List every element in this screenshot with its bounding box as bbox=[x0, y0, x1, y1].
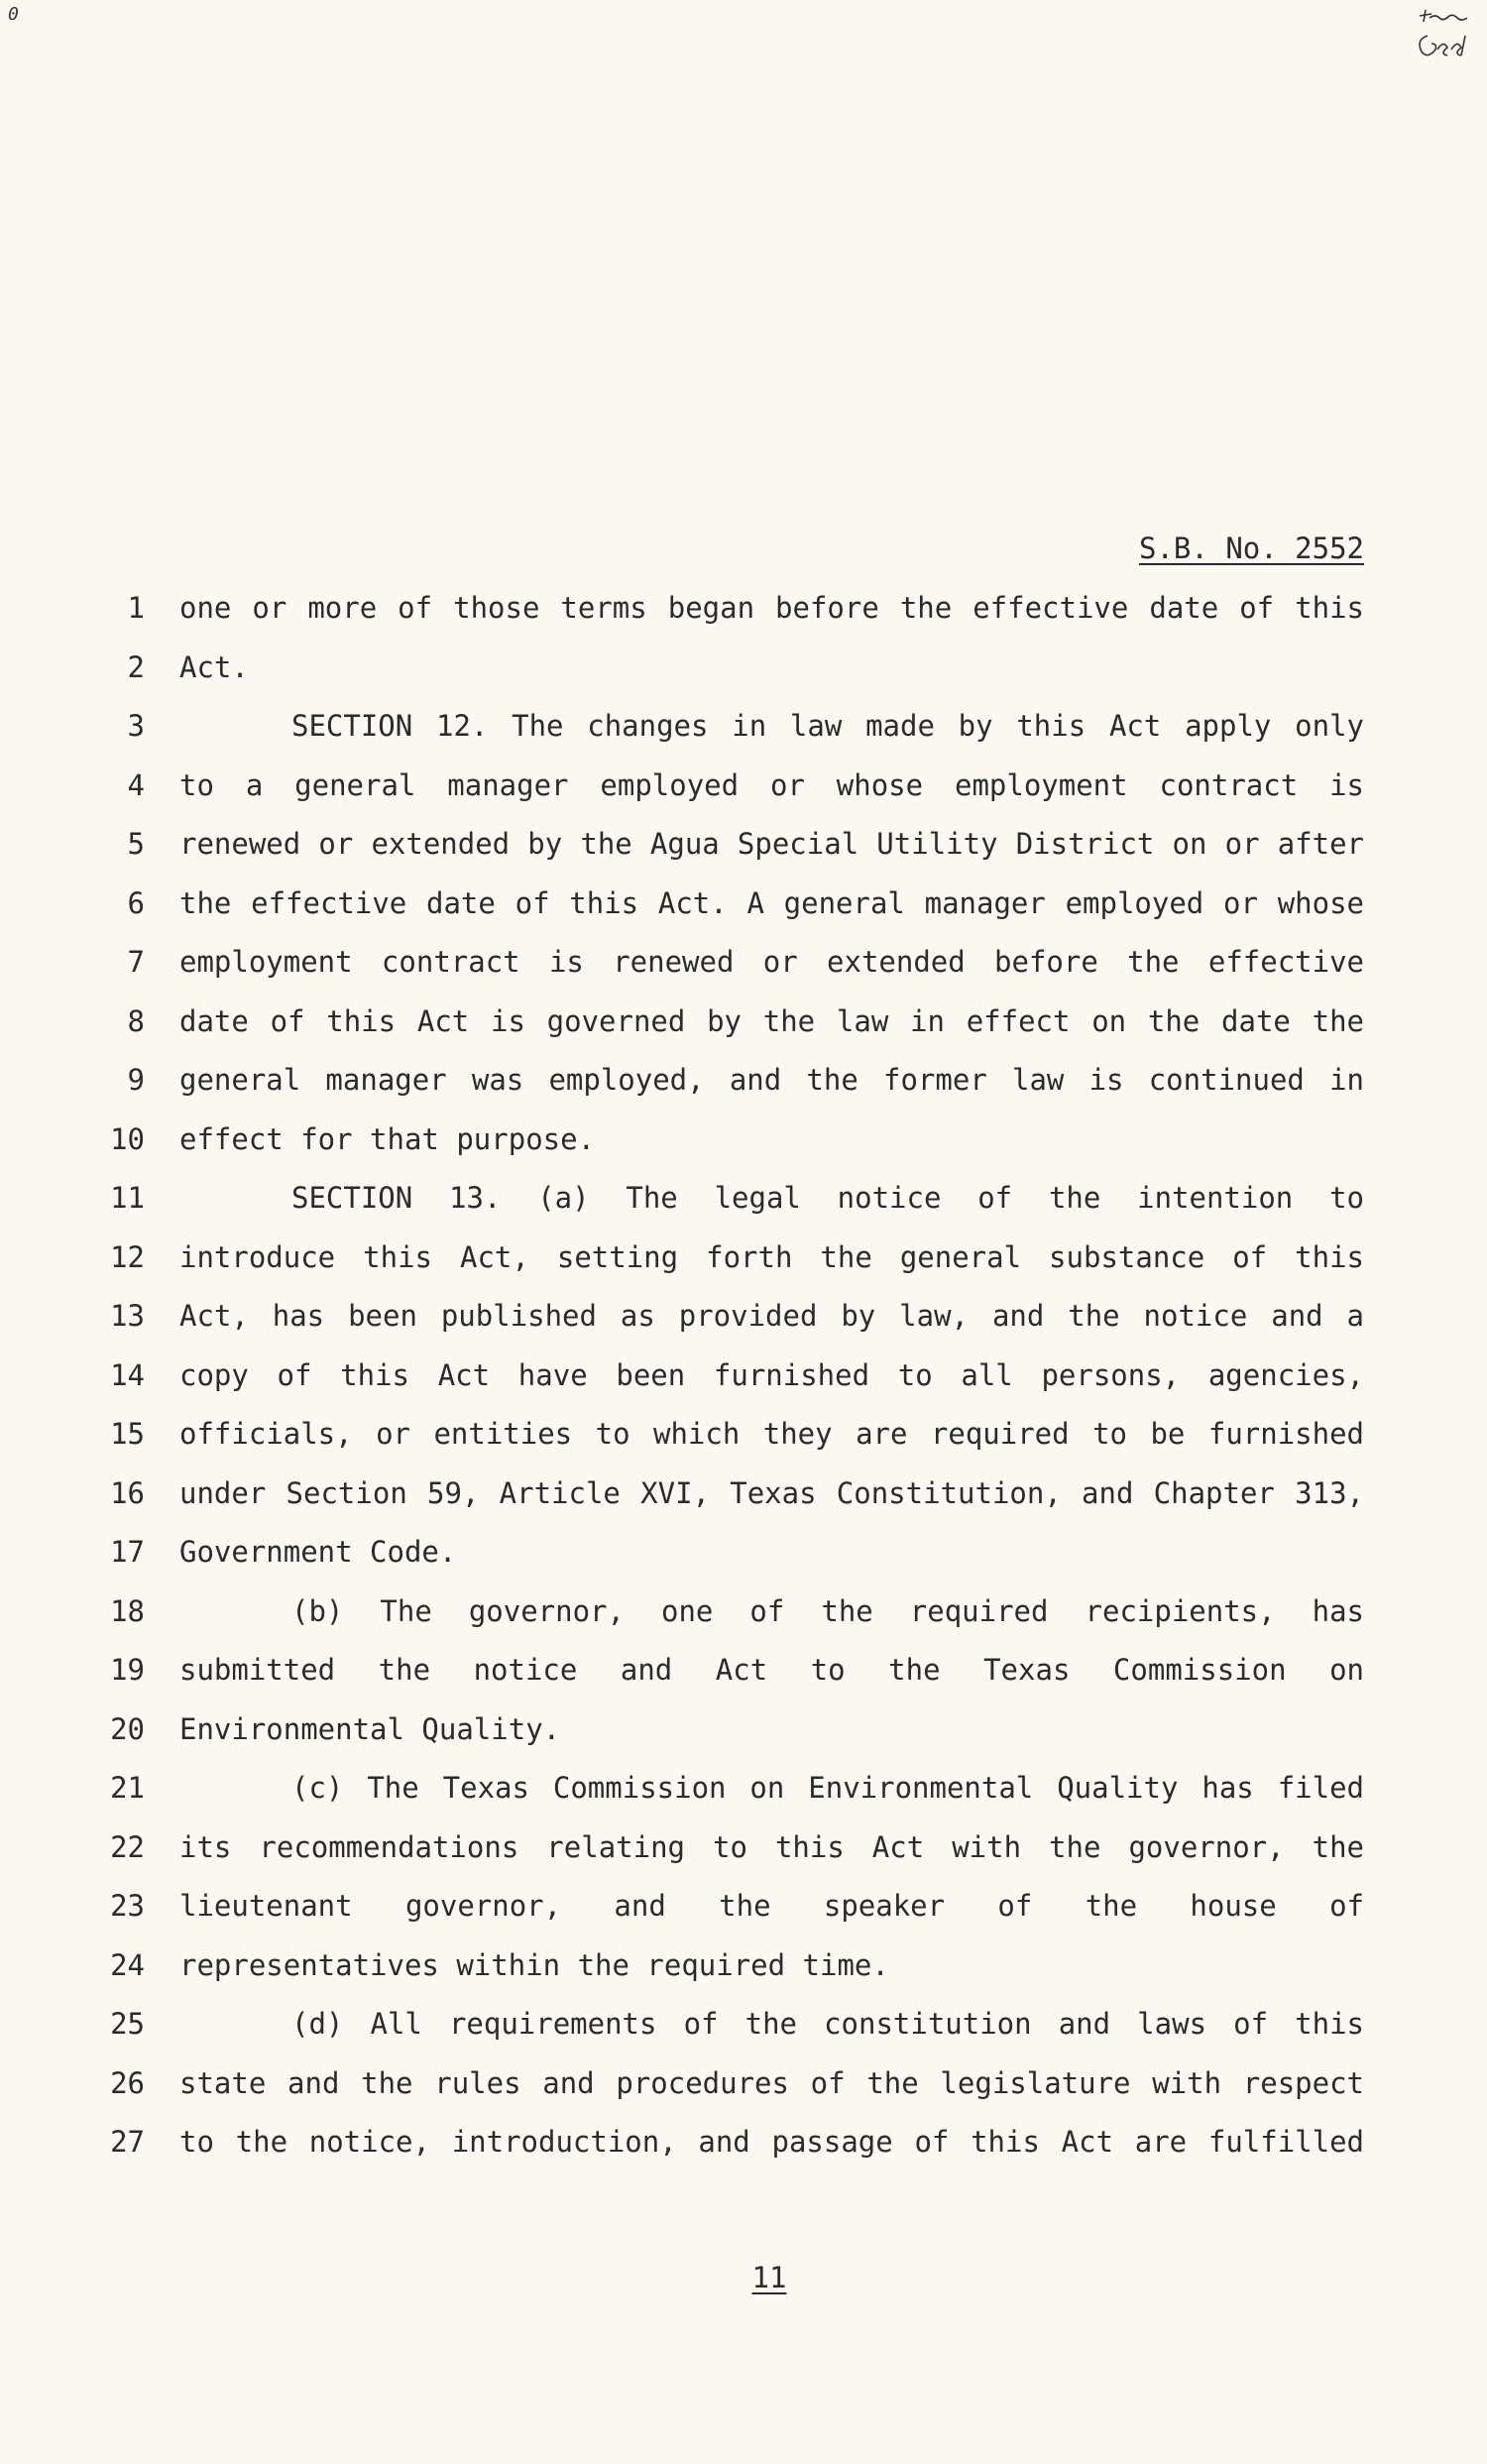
line-text: (b) The governor, one of the required recipients, has bbox=[291, 1593, 1364, 1628]
line-number: 19 bbox=[110, 1653, 145, 1687]
document-line bbox=[0, 1405, 1487, 1465]
document-line bbox=[0, 1111, 1487, 1170]
document-line bbox=[0, 1819, 1487, 1878]
line-text: SECTION 12. The changes in law made by this Act apply only bbox=[291, 709, 1364, 743]
document-line bbox=[0, 1701, 1487, 1760]
line-number: 25 bbox=[110, 2007, 145, 2041]
document-line bbox=[0, 815, 1487, 875]
line-number: 7 bbox=[127, 945, 145, 979]
line-number: 17 bbox=[110, 1535, 145, 1569]
line-text: its recommendations relating to this Act with the governor, the bbox=[179, 1829, 1364, 1864]
line-number: 15 bbox=[110, 1417, 145, 1451]
document-line bbox=[0, 1641, 1487, 1701]
line-text: representatives within the required time. bbox=[179, 1947, 889, 1982]
line-number: 18 bbox=[110, 1593, 145, 1628]
document-line bbox=[0, 1229, 1487, 1288]
line-number: 6 bbox=[127, 885, 145, 920]
line-text: copy of this Act have been furnished to all persons, agencies, bbox=[179, 1357, 1364, 1392]
document-line bbox=[0, 875, 1487, 934]
document-body bbox=[0, 579, 1487, 2172]
line-number: 26 bbox=[110, 2065, 145, 2100]
document-line bbox=[0, 1465, 1487, 1524]
line-text: submitted the notice and Act to the Texas Commission on bbox=[179, 1653, 1364, 1687]
line-text: SECTION 13. (a) The legal notice of the intention to bbox=[291, 1181, 1364, 1215]
line-text: employment contract is renewed or extended before the effective bbox=[179, 945, 1364, 979]
page-number: 11 bbox=[751, 2261, 787, 2294]
line-number: 1 bbox=[127, 591, 145, 625]
document-line bbox=[0, 993, 1487, 1052]
line-text: Act, has been published as provided by law, and the notice and a bbox=[179, 1299, 1364, 1333]
line-number: 16 bbox=[110, 1475, 145, 1510]
document-line bbox=[0, 697, 1487, 757]
handwritten-initials-icon bbox=[1410, 6, 1479, 75]
document-line bbox=[0, 933, 1487, 993]
line-number: 5 bbox=[127, 827, 145, 861]
line-number: 2 bbox=[127, 649, 145, 684]
line-text: date of this Act is governed by the law in effect on the date the bbox=[179, 1003, 1364, 1038]
line-text: the effective date of this Act. A general manager employed or whose bbox=[179, 885, 1364, 920]
line-text: Government Code. bbox=[179, 1535, 457, 1569]
line-text: (c) The Texas Commission on Environmental Quality has filed bbox=[291, 1771, 1364, 1805]
document-line bbox=[0, 1169, 1487, 1229]
line-text: to the notice, introduction, and passage of this Act are fulfilled bbox=[179, 2125, 1364, 2159]
document-line bbox=[0, 757, 1487, 816]
line-number: 11 bbox=[110, 1181, 145, 1215]
line-text: state and the rules and procedures of the legislature with respect bbox=[179, 2065, 1364, 2100]
line-text: to a general manager employed or whose employment contract is bbox=[179, 767, 1364, 802]
document-line bbox=[0, 1051, 1487, 1111]
bill-number: S.B. No. 2552 bbox=[1139, 531, 1364, 565]
line-number: 10 bbox=[110, 1121, 145, 1156]
line-text: Act. bbox=[179, 649, 249, 684]
line-text: effect for that purpose. bbox=[179, 1121, 596, 1156]
line-number: 27 bbox=[110, 2125, 145, 2159]
line-text: Environmental Quality. bbox=[179, 1711, 561, 1746]
line-text: renewed or extended by the Agua Special Utility District on or after bbox=[179, 827, 1364, 861]
line-number: 23 bbox=[110, 1889, 145, 1923]
line-number: 14 bbox=[110, 1357, 145, 1392]
line-number: 3 bbox=[127, 709, 145, 743]
line-text: officials, or entities to which they are required to be furnished bbox=[179, 1417, 1364, 1451]
line-number: 20 bbox=[110, 1711, 145, 1746]
line-text: introduce this Act, setting forth the general substance of this bbox=[179, 1239, 1364, 1274]
document-line bbox=[0, 1877, 1487, 1936]
document-line bbox=[0, 639, 1487, 698]
document-line bbox=[0, 2113, 1487, 2172]
line-text: one or more of those terms began before the effective date of this bbox=[179, 591, 1364, 625]
document-line bbox=[0, 1583, 1487, 1642]
document-line bbox=[0, 1759, 1487, 1819]
line-number: 4 bbox=[127, 767, 145, 802]
document-line bbox=[0, 1523, 1487, 1583]
document-line bbox=[0, 1936, 1487, 1996]
document-line bbox=[0, 1287, 1487, 1347]
line-text: lieutenant governor, and the speaker of the house of bbox=[179, 1889, 1364, 1923]
document-line bbox=[0, 579, 1487, 639]
document-line bbox=[0, 1995, 1487, 2054]
line-text: (d) All requirements of the constitution and laws of this bbox=[291, 2007, 1364, 2041]
document-line bbox=[0, 2054, 1487, 2114]
line-text: general manager was employed, and the former law is continued in bbox=[179, 1063, 1364, 1097]
line-text: under Section 59, Article XVI, Texas Constitution, and Chapter 313, bbox=[179, 1475, 1364, 1510]
corner-mark: 0 bbox=[8, 4, 19, 25]
line-number: 24 bbox=[110, 1947, 145, 1982]
line-number: 8 bbox=[127, 1003, 145, 1038]
line-number: 22 bbox=[110, 1829, 145, 1864]
document-line bbox=[0, 1347, 1487, 1406]
line-number: 9 bbox=[127, 1063, 145, 1097]
line-number: 13 bbox=[110, 1299, 145, 1333]
line-number: 12 bbox=[110, 1239, 145, 1274]
line-number: 21 bbox=[110, 1771, 145, 1805]
